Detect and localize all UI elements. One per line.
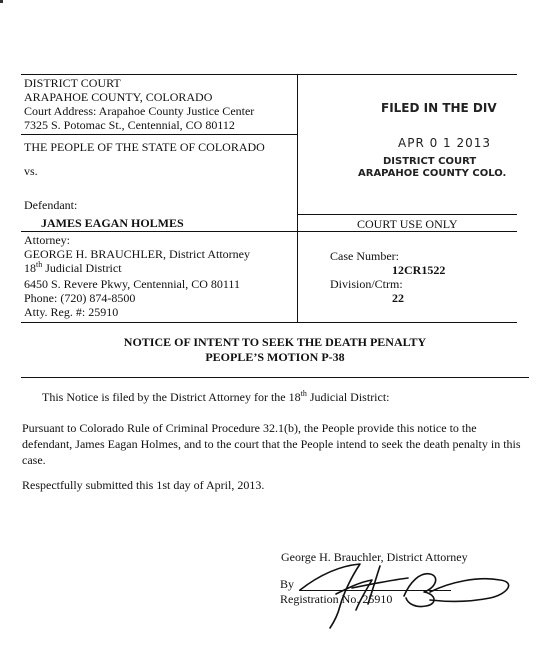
notice-body: Pursuant to Colorado Rule of Criminal Procedure 32.1(b), the People provide this notice to the defendant, James Eagan Holmes, and to the court that the People intend to seek the death penalty in this case. — [22, 421, 521, 467]
scan-artifact — [0, 0, 3, 3]
attorney-name: GEORGE H. BRAUCHLER, District Attorney — [24, 247, 250, 261]
document-title: NOTICE OF INTENT TO SEEK THE DEATH PENALTY — [123, 335, 427, 349]
judicial-district: 18th Judicial District — [24, 260, 122, 275]
notice-intro: This Notice is filed by the District Attorney for the 18th Judicial District: — [42, 389, 390, 404]
court-name: DISTRICT COURT — [24, 76, 121, 90]
submission-date: Respectfully submitted this 1st day of April, 2013. — [22, 478, 265, 492]
filed-stamp-court: DISTRICT COURT — [383, 156, 477, 167]
by-label: By — [280, 577, 295, 591]
case-number-value: 12CR1522 — [392, 263, 446, 277]
signer-name: George H. Brauchler, District Attorney — [281, 550, 468, 564]
attorney-address: 6450 S. Revere Pkwy, Centennial, CO 80111 — [24, 277, 240, 291]
defendant-label: Defendant: — [24, 198, 78, 212]
court-address-line1: Court Address: Arapahoe County Justice Center — [24, 104, 255, 118]
court-address-line2: 7325 S. Potomac St., Centennial, CO 80112 — [24, 118, 235, 132]
division-label: Division/Ctrm: — [330, 277, 403, 291]
filed-stamp-title: FILED IN THE DIV — [381, 101, 497, 115]
court-county: ARAPAHOE COUNTY, COLORADO — [24, 90, 213, 104]
filed-stamp-date: APR 0 1 2013 — [398, 136, 492, 150]
court-use-only-label: COURT USE ONLY — [357, 217, 458, 231]
case-number-label: Case Number: — [330, 249, 399, 263]
defendant-name: JAMES EAGAN HOLMES — [41, 216, 184, 230]
attorney-phone: Phone: (720) 874-8500 — [24, 291, 136, 305]
plaintiff-name: THE PEOPLE OF THE STATE OF COLORADO — [24, 140, 265, 154]
motion-number: PEOPLE’S MOTION P-38 — [205, 350, 345, 364]
attorney-label: Attorney: — [24, 233, 70, 247]
division-value: 22 — [392, 291, 404, 305]
registration-number: Registration No. 25910 — [280, 592, 393, 606]
attorney-registration: Atty. Reg. #: 25910 — [24, 305, 119, 319]
versus-label: vs. — [24, 164, 38, 178]
filed-stamp-county: ARAPAHOE COUNTY COLO. — [358, 168, 507, 179]
